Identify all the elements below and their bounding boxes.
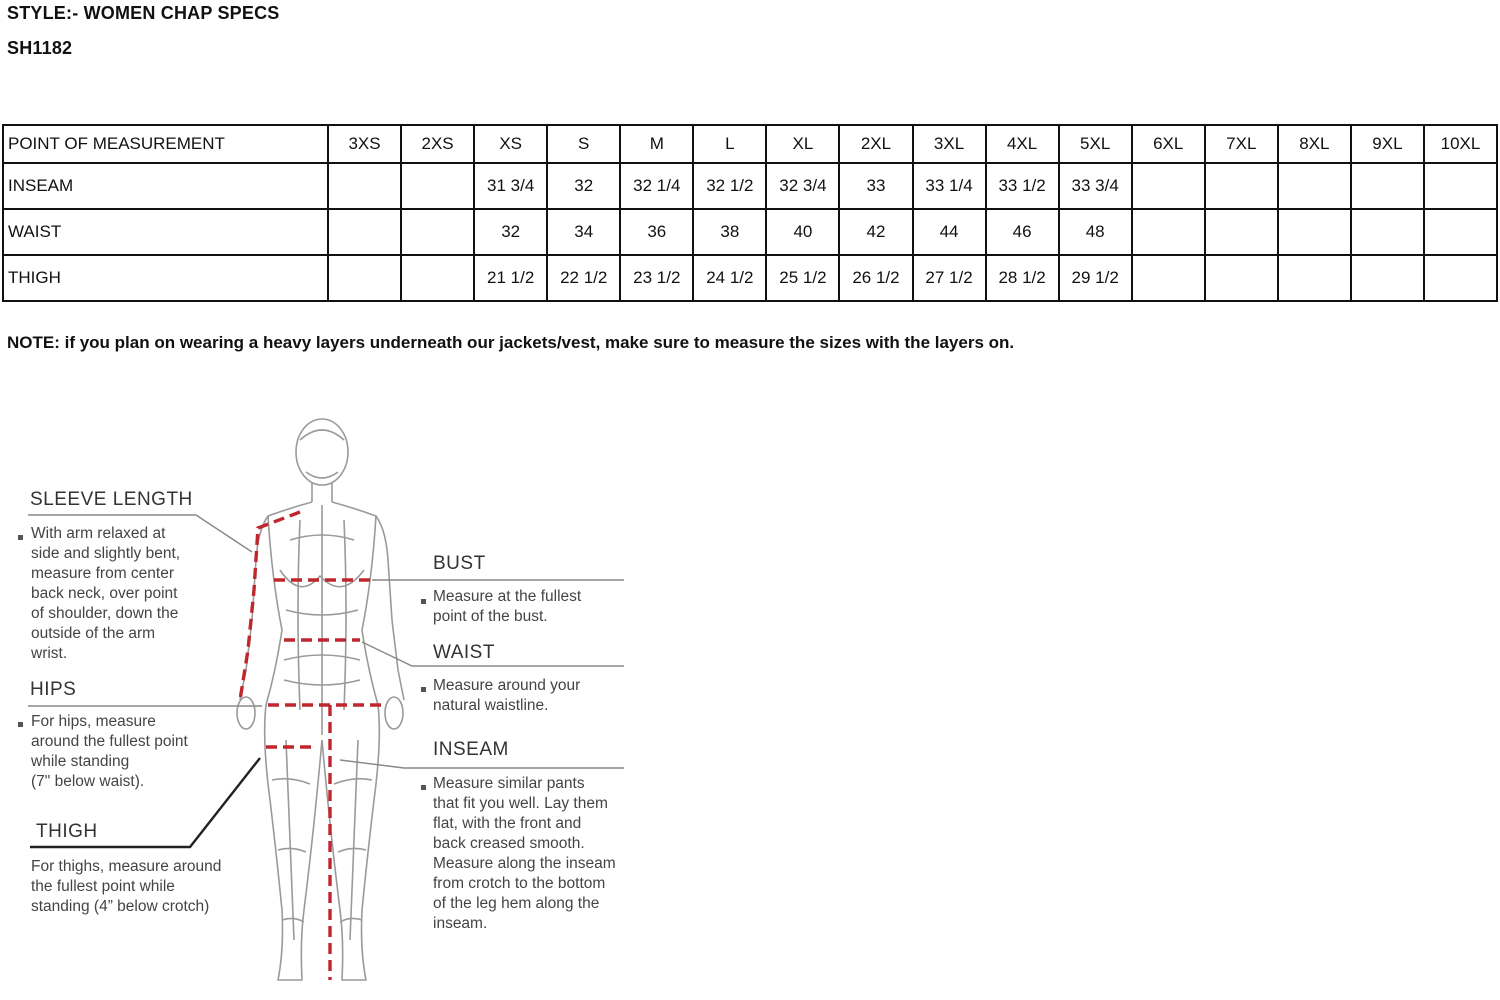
table-cell: 33 3/4 bbox=[1059, 163, 1132, 209]
table-cell bbox=[328, 255, 401, 301]
table-cell bbox=[1424, 209, 1497, 255]
bullet-icon bbox=[18, 535, 23, 540]
column-header: 7XL bbox=[1205, 125, 1278, 163]
hips-title: HIPS bbox=[30, 679, 77, 700]
sleeve-length-title: SLEEVE LENGTH bbox=[30, 489, 193, 510]
style-code: SH1182 bbox=[7, 38, 73, 58]
table-cell: 26 1/2 bbox=[839, 255, 912, 301]
table-cell: 33 1/2 bbox=[986, 163, 1059, 209]
bullet-icon bbox=[421, 687, 426, 692]
bullet-icon bbox=[421, 785, 426, 790]
table-cell: THIGH bbox=[3, 255, 328, 301]
table-cell bbox=[1132, 255, 1205, 301]
inseam-text: Measure similar pants that fit you well. Lay them flat, with the front and back creased smooth. Measure along the inseam from crotch to the bottom of the leg hem along the inseam. bbox=[433, 775, 616, 932]
layering-note: NOTE: if you plan on wearing a heavy layers underneath our jackets/vest, make sure to measure the sizes with the layers on. bbox=[7, 333, 1015, 352]
column-header: 3XS bbox=[328, 125, 401, 163]
table-cell bbox=[1351, 209, 1424, 255]
table-cell bbox=[1205, 209, 1278, 255]
table-cell: 44 bbox=[913, 209, 986, 255]
table-cell bbox=[1205, 163, 1278, 209]
table-cell bbox=[1132, 163, 1205, 209]
table-cell: 38 bbox=[693, 209, 766, 255]
table-cell bbox=[328, 209, 401, 255]
column-header: POINT OF MEASUREMENT bbox=[3, 125, 328, 163]
table-cell: 46 bbox=[986, 209, 1059, 255]
column-header: 3XL bbox=[913, 125, 986, 163]
column-header: 2XL bbox=[839, 125, 912, 163]
sleeve-length-text: With arm relaxed at side and slightly bent, measure from center back neck, over point of shoulder, down the outside of the arm wrist. bbox=[31, 525, 181, 662]
table-cell: 34 bbox=[547, 209, 620, 255]
table-cell bbox=[1424, 255, 1497, 301]
hips-text: For hips, measure around the fullest point while standing (7" below waist). bbox=[31, 713, 188, 790]
column-header: 10XL bbox=[1424, 125, 1497, 163]
table-cell: 32 1/4 bbox=[620, 163, 693, 209]
waist-title: WAIST bbox=[433, 642, 495, 663]
column-header: M bbox=[620, 125, 693, 163]
table-cell: WAIST bbox=[3, 209, 328, 255]
column-header: XL bbox=[766, 125, 839, 163]
inseam-title: INSEAM bbox=[433, 739, 509, 760]
thigh-text: For thighs, measure around the fullest point while standing (4” below crotch) bbox=[31, 858, 222, 915]
table-row-waist bbox=[3, 209, 1497, 255]
style-title: STYLE:- WOMEN CHAP SPECS bbox=[7, 3, 280, 23]
table-cell bbox=[1278, 255, 1351, 301]
column-header: 2XS bbox=[401, 125, 474, 163]
table-cell: 29 1/2 bbox=[1059, 255, 1132, 301]
column-header: XS bbox=[474, 125, 547, 163]
table-cell bbox=[401, 163, 474, 209]
table-cell: 23 1/2 bbox=[620, 255, 693, 301]
table-cell bbox=[1351, 163, 1424, 209]
table-cell: 21 1/2 bbox=[474, 255, 547, 301]
column-header: S bbox=[547, 125, 620, 163]
table-cell: 25 1/2 bbox=[766, 255, 839, 301]
body-outline bbox=[237, 419, 404, 980]
table-cell bbox=[1351, 255, 1424, 301]
measurement-lines bbox=[240, 512, 382, 980]
table-cell: 31 3/4 bbox=[474, 163, 547, 209]
table-cell: 28 1/2 bbox=[986, 255, 1059, 301]
table-cell: 33 1/4 bbox=[913, 163, 986, 209]
table-cell: 36 bbox=[620, 209, 693, 255]
thigh-title: THIGH bbox=[36, 821, 98, 842]
table-cell: 48 bbox=[1059, 209, 1132, 255]
table-cell bbox=[401, 255, 474, 301]
table-row-inseam bbox=[3, 163, 1497, 209]
table-cell: 42 bbox=[839, 209, 912, 255]
bust-text: Measure at the fullest point of the bust. bbox=[433, 588, 582, 625]
table-cell: 40 bbox=[766, 209, 839, 255]
column-header: 6XL bbox=[1132, 125, 1205, 163]
waist-text: Measure around your natural waistline. bbox=[433, 677, 581, 714]
table-cell bbox=[1278, 163, 1351, 209]
column-header: L bbox=[693, 125, 766, 163]
bullet-icon bbox=[421, 599, 426, 604]
table-cell: 22 1/2 bbox=[547, 255, 620, 301]
table-cell bbox=[1278, 209, 1351, 255]
table-cell: 24 1/2 bbox=[693, 255, 766, 301]
size-spec-table bbox=[2, 124, 1498, 302]
table-cell: INSEAM bbox=[3, 163, 328, 209]
table-cell bbox=[1132, 209, 1205, 255]
table-row-thigh bbox=[3, 255, 1497, 301]
column-header: 5XL bbox=[1059, 125, 1132, 163]
table-cell: 27 1/2 bbox=[913, 255, 986, 301]
table-cell bbox=[1205, 255, 1278, 301]
column-header: 9XL bbox=[1351, 125, 1424, 163]
bust-title: BUST bbox=[433, 553, 486, 574]
bullet-icon bbox=[18, 722, 23, 727]
column-header: 8XL bbox=[1278, 125, 1351, 163]
measurement-guide bbox=[0, 380, 660, 995]
table-cell: 32 3/4 bbox=[766, 163, 839, 209]
table-cell bbox=[328, 163, 401, 209]
table-cell bbox=[401, 209, 474, 255]
column-header: 4XL bbox=[986, 125, 1059, 163]
table-cell: 32 bbox=[474, 209, 547, 255]
table-cell bbox=[1424, 163, 1497, 209]
table-cell: 32 bbox=[547, 163, 620, 209]
table-cell: 33 bbox=[839, 163, 912, 209]
table-header-row bbox=[3, 125, 1497, 163]
table-cell: 32 1/2 bbox=[693, 163, 766, 209]
